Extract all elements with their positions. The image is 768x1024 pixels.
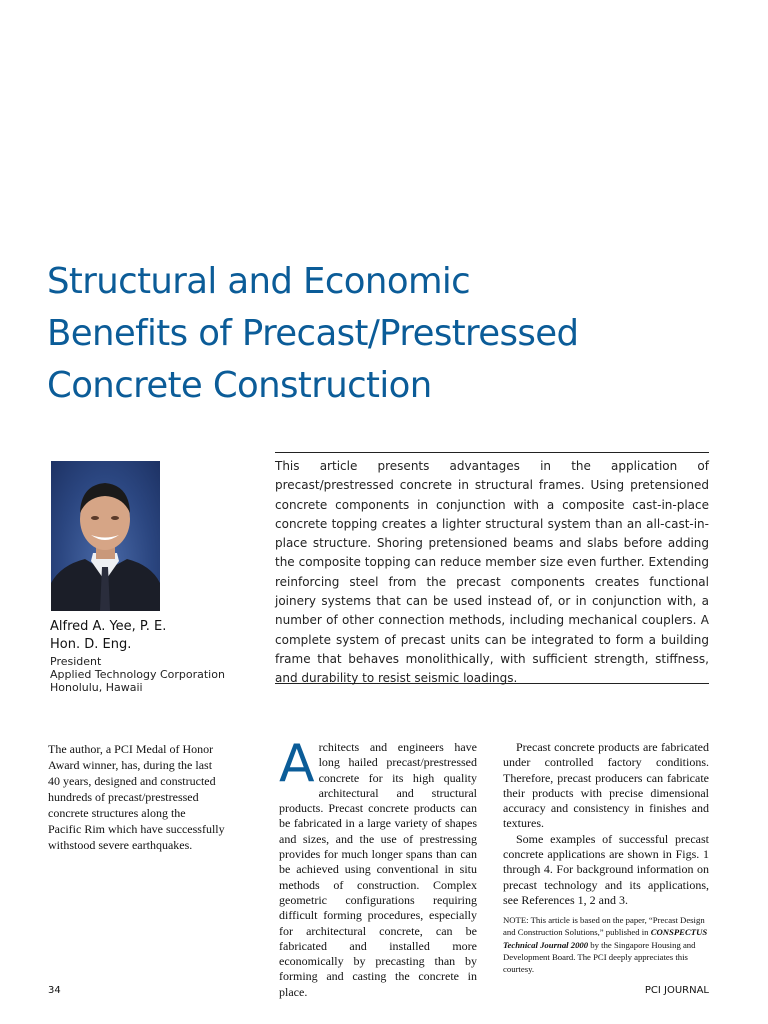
- title-line-1: Structural and Economic: [47, 261, 471, 302]
- article-title: [47, 256, 727, 412]
- note-journal: CONSPECTUS Technical Journal 2000: [503, 927, 708, 950]
- abstract: This article presents advantages in the application of precast/prestressed concrete in structural frames. Using pretensioned concrete components in conjunction with a composite cast-in-place concrete topping creates a lighter structural system than an all-cast-in-place structure. Shoring pretensioned beams and slabs before adding the composite topping can reduce member size even further. Extending reinforcing steel from the precast components creates functional joinery systems that can be used instead of, or in conjunction with, a number of other connection methods, including mechanical couplers. A complete system of precast units can be integrated to form a building frame that behaves monolithically, with sufficient strength, stiffness, and durability to resist seismic loadings.: [275, 459, 709, 686]
- author-location: Honolulu, Hawaii: [50, 681, 143, 694]
- author-name-line-2: Hon. D. Eng.: [50, 636, 132, 652]
- body-column-1: [279, 734, 477, 1000]
- bio-line: withstood severe earthquakes.: [48, 838, 193, 852]
- author-photo: [51, 461, 160, 611]
- body-paragraph-3: Some examples of successful precast concrete applications are shown in Figs. 1 through 4. For background information on precast technology and its applications, see References 1, 2 and 3.: [503, 831, 709, 907]
- note-prefix: NOTE: This article is based on the paper, “Precast Design and Construction Solutions,” published in: [503, 915, 705, 938]
- bio-line: The author, a PCI Medal of Honor: [48, 742, 214, 756]
- bio-line: concrete structures along the: [48, 806, 186, 820]
- author-bio: [48, 741, 248, 853]
- page-number: 34: [48, 985, 61, 996]
- drop-cap: A: [279, 734, 315, 794]
- abstract-bottom-rule: [275, 683, 709, 684]
- body-paragraph-1: rchitects and engineers have long hailed precast/prestressed concrete for its high quality architectural and structural products. Precast concrete products can be fabricated in a large variety of shapes and sizes, and the use of prestressing provides for much longer spans than can be achieved using conventional in situ methods of construction. Complex geometric configurations requiring difficult forming procedures, especially for architectural concrete, can be fabricated and installed more economically by precasting than by forming and casting the concrete in place.: [279, 740, 477, 999]
- author-affiliation: [50, 655, 260, 694]
- note-suffix: by the Singapore Housing and Development Board. The PCI deeply appreciates this courtesy.: [503, 939, 696, 975]
- title-line-2: Benefits of Precast/Prestressed: [47, 313, 579, 354]
- bio-line: hundreds of precast/prestressed: [48, 790, 199, 804]
- author-name: [50, 618, 260, 653]
- author-name-line-1: Alfred A. Yee, P. E.: [50, 619, 167, 634]
- journal-name: PCI JOURNAL: [644, 985, 709, 996]
- article-note: [503, 914, 709, 975]
- bio-line: 40 years, designed and constructed: [48, 774, 216, 788]
- bio-line: Award winner, has, during the last: [48, 758, 213, 772]
- author-title: President: [50, 655, 102, 668]
- abstract-top-rule: [275, 452, 709, 453]
- body-paragraph-2: Precast concrete products are fabricated under controlled factory conditions. Therefore, precast producers can fabricate their products with precise dimensional accuracy and consistency in finishes and textures.: [503, 740, 709, 831]
- author-company: Applied Technology Corporation: [50, 668, 225, 681]
- bio-line: Pacific Rim which have successfully: [48, 822, 225, 836]
- body-column-2: [503, 740, 709, 975]
- title-line-3: Concrete Construction: [47, 365, 432, 406]
